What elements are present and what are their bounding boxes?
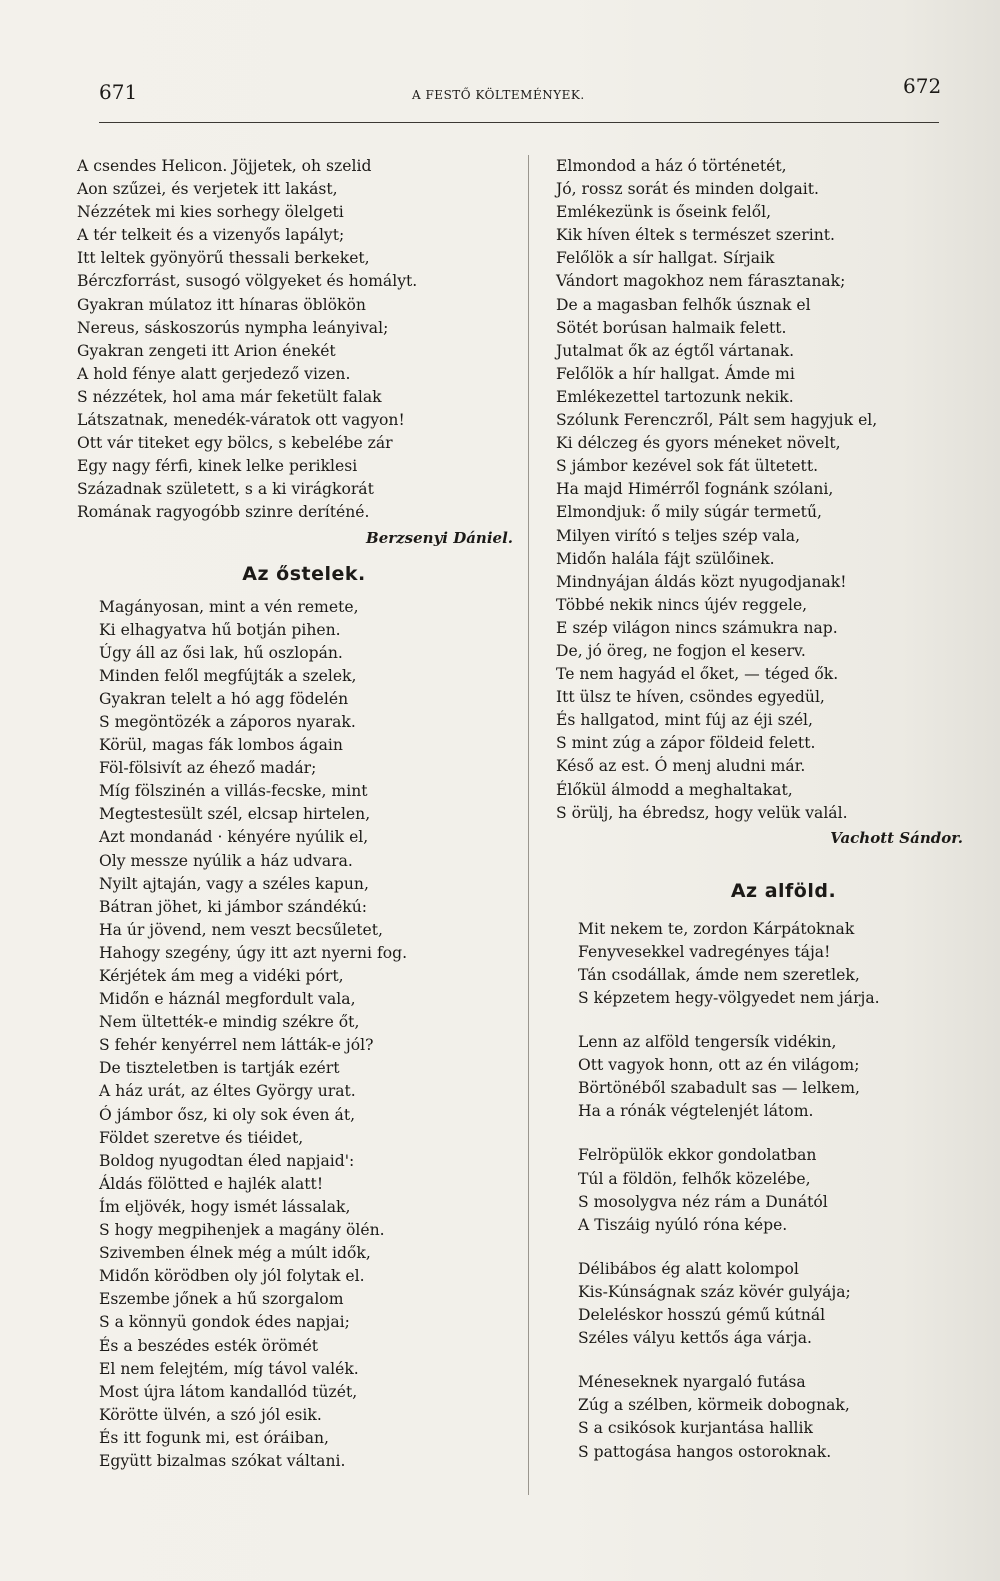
verse-line: Börtönéből szabadult sas — lelkem,: [578, 1079, 861, 1098]
page-header: [0, 74, 1000, 114]
verse-line: De tiszteletben is tartják ezért: [99, 1059, 340, 1078]
verse-line: De, jó öreg, ne fogjon el keserv.: [556, 641, 806, 660]
verse-line: Deleléskor hosszú gémű kútnál: [578, 1306, 826, 1325]
verse-line: Bátran jöhet, ki jámbor szándékú:: [99, 897, 368, 916]
verse-line: Gyakran múlatoz itt hínaras öblökön: [77, 295, 366, 314]
verse-line: Míg fölszinén a villás-fecske, mint: [99, 782, 368, 801]
verse-line: Itt ülsz te híven, csöndes egyedül,: [556, 688, 825, 707]
verse-line: Elmondjuk: ő mily súgár termetű,: [556, 503, 822, 522]
stanza-gap: [578, 1010, 951, 1031]
verse-line: Egy nagy férfi, kinek lelke periklesi: [77, 457, 358, 476]
verse-line: Délibábos ég alatt kolompol: [578, 1259, 799, 1278]
verse-line: Kis-Kúnságnak száz kövér gulyája;: [578, 1282, 851, 1301]
verse-line: Körül, magas fák lombos ágain: [99, 736, 343, 755]
verse-line: Nyilt ajtaján, vagy a széles kapun,: [99, 874, 369, 893]
verse-line: Mindnyájan áldás közt nyugodjanak!: [556, 572, 847, 591]
verse-line: Föl-fölsivít az éhező madár;: [99, 759, 317, 778]
verse-line: De a magasban felhők úsznak el: [556, 295, 811, 314]
verse-line: S hogy megpihenjek a magány ölén.: [99, 1221, 385, 1240]
verse-line: Kérjétek ám meg a vidéki pórt,: [99, 967, 344, 985]
verse-line: S nézzétek, hol ama már feketült falak: [77, 387, 382, 406]
verse-line: Ím eljövék, hogy ismét lássalak,: [99, 1197, 351, 1216]
verse-line: A hold fénye alatt gerjedező vizen.: [77, 364, 351, 383]
verse-line: Bérczforrást, susogó völgyeket és homályt.: [77, 272, 418, 291]
verse-line: Romának ragyogóbb szinre deríténé.: [77, 503, 370, 522]
verse-line: S mosolygva néz rám a Dunától: [578, 1192, 828, 1211]
verse-line: Nem ültették-e mindig székre őt,: [99, 1013, 360, 1032]
verse-line: Gyakran zengeti itt Arion énekét: [77, 341, 336, 360]
stanza: [578, 1031, 951, 1123]
verse-line: Nereus, sáskoszorús nympha leányival;: [77, 318, 389, 337]
verse-line: Eszembe jőnek a hű szorgalom: [99, 1290, 344, 1309]
verse-line: S jámbor kezével sok fát ültetett.: [556, 457, 819, 476]
verse-line: Magányosan, mint a vén remete,: [99, 597, 359, 616]
poem-az-alfold: [556, 918, 951, 1464]
verse-line: Késő az est. Ó menj aludni már.: [556, 757, 806, 776]
verse-line: Midőn halála fájt szülőinek.: [556, 549, 775, 568]
column-divider: [528, 155, 529, 1495]
poem-title-az-ostelek: Az őstelek.: [242, 562, 366, 585]
verse-line: Megtestesült szél, elcsap hirtelen,: [99, 805, 371, 824]
verse-line: Felőlök a hír hallgat. Ámde mi: [556, 364, 795, 383]
right-column: [556, 155, 963, 1464]
verse-line: Hahogy szegény, úgy itt azt nyerni fog.: [99, 943, 408, 962]
verse-line: Boldog nyugodtan éled napjaid':: [99, 1151, 355, 1170]
verse-line: Minden felől megfújták a szelek,: [99, 666, 357, 685]
verse-line: És a beszédes esték örömét: [99, 1336, 319, 1355]
verse-line: Ott vár titeket egy bölcs, s kebelébe zár: [77, 434, 393, 453]
poem-title-az-alfold: Az alföld.: [730, 879, 837, 902]
verse-line: A Tiszáig nyúló róna képe.: [578, 1215, 788, 1234]
stanza: [578, 918, 951, 1010]
poem-berzsenyi-fragment: [77, 155, 517, 525]
stanza-gap: [578, 1123, 951, 1144]
verse-line: Látszatnak, menedék-váratok ott vagyon!: [77, 411, 405, 430]
verse-line: Ki elhagyatva hű botján pihen.: [99, 620, 341, 639]
left-page-number: 671: [99, 80, 138, 104]
verse-line: Midőn e háznál megfordult vala,: [99, 990, 356, 1009]
verse-line: S a könnyü gondok édes napjai;: [99, 1313, 350, 1332]
verse-line: S pattogása hangos ostoroknak.: [578, 1442, 832, 1461]
verse-line: A tér telkeit és a vizenyős lapályt;: [77, 226, 345, 245]
verse-line: Ó jámbor ősz, ki oly sok éven át,: [99, 1105, 356, 1124]
verse-line: A csendes Helicon. Jöjjetek, oh szelid: [77, 157, 372, 175]
stanza: [578, 1144, 951, 1236]
verse-line: S fehér kenyérrel nem látták-e jól?: [99, 1036, 374, 1055]
verse-line: Nézzétek mi kies sorhegy ölelgeti: [77, 203, 344, 222]
verse-line: Oly messze nyúlik a ház udvara.: [99, 851, 353, 870]
verse-line: Együtt bizalmas szókat váltani.: [99, 1451, 346, 1470]
verse-line: Elmondod a ház ó történetét,: [556, 157, 787, 175]
header-rule: [99, 122, 939, 123]
verse-line: Sötét borúsan halmaik felett.: [556, 318, 787, 337]
verse-line: A ház urát, az éltes György urat.: [99, 1082, 356, 1101]
verse-line: Szivemben élnek még a múlt idők,: [99, 1244, 371, 1263]
verse-line: Jutalmat ők az égtől vártanak.: [556, 341, 795, 360]
verse-line: Élőkül álmodd a meghaltakat,: [556, 780, 793, 799]
verse-line: Milyen virító s teljes szép vala,: [556, 526, 801, 545]
verse-line: És hallgatod, mint fúj az éji szél,: [556, 711, 813, 730]
left-column: [77, 155, 517, 1473]
verse-line: Tán csodállak, ámde nem szeretlek,: [578, 965, 860, 984]
stanza-gap: [578, 1350, 951, 1371]
verse-line: Méneseknek nyargaló futása: [578, 1373, 806, 1392]
verse-line: Te nem hagyád el őket, — téged ők.: [556, 665, 839, 684]
running-title: A FESTŐ KÖLTEMÉNYEK.: [412, 88, 585, 102]
stanza-gap: [578, 1237, 951, 1258]
verse-line: Vándort magokhoz nem fárasztanak;: [556, 272, 846, 291]
verse-line: Azt mondanád · kényére nyúlik el,: [99, 828, 369, 847]
verse-line: Zúg a szélben, körmeik dobognak,: [578, 1396, 850, 1415]
stanza: [578, 1258, 951, 1350]
verse-line: És itt fogunk mi, est óráiban,: [99, 1428, 330, 1447]
poem-author-signature: Berzsenyi Dániel.: [366, 528, 513, 547]
verse-line: Jó, rossz sorát és minden dolgait.: [556, 180, 819, 199]
verse-line: Mit nekem te, zordon Kárpátoknak: [578, 919, 855, 938]
verse-line: Felröpülök ekkor gondolatban: [578, 1146, 817, 1165]
verse-line: Ha úr jövend, nem veszt becsűletet,: [99, 920, 383, 939]
verse-line: Aon szűzei, és verjetek itt lakást,: [77, 180, 338, 199]
verse-line: Lenn az alföld tengersík vidékin,: [578, 1033, 837, 1052]
verse-line: Túl a földön, felhők közelébe,: [578, 1169, 811, 1188]
verse-line: Midőn körödben oly jól folytak el.: [99, 1267, 365, 1286]
verse-line: Körötte ülvén, a szó jól esik.: [99, 1405, 322, 1424]
verse-line: Ha majd Himérről fognánk szólani,: [556, 480, 834, 499]
verse-line: Földet szeretve és tiéidet,: [99, 1128, 304, 1147]
poem-az-ostelek-continued: [556, 155, 951, 825]
verse-line: El nem felejtém, míg távol valék.: [99, 1359, 359, 1378]
verse-line: S mint zúg a zápor földeid felett.: [556, 734, 816, 753]
stanza: [578, 1371, 951, 1463]
verse-line: Most újra látom kandallód tüzét,: [99, 1382, 358, 1401]
verse-line: Többé nekik nincs újév reggele,: [556, 595, 808, 614]
verse-line: S örülj, ha ébredsz, hogy velük valál.: [556, 803, 848, 822]
verse-line: E szép világon nincs számukra nap.: [556, 618, 838, 637]
verse-line: Ott vagyok honn, ott az én világom;: [578, 1056, 860, 1075]
verse-line: Ha a rónák végtelenjét látom.: [578, 1102, 814, 1121]
right-page-number: 672: [903, 74, 942, 98]
verse-line: Fenyvesekkel vadregényes tája!: [578, 942, 831, 961]
verse-line: Felőlök a sír hallgat. Sírjaik: [556, 249, 775, 268]
verse-line: Századnak született, s a ki virágkorát: [77, 480, 374, 499]
poem-author-signature: Vachott Sándor.: [830, 828, 963, 847]
verse-line: S képzetem hegy-völgyedet nem járja.: [578, 989, 880, 1007]
verse-line: Itt leltek gyönyörű thessali berkeket,: [77, 249, 370, 268]
verse-line: S a csikósok kurjantása hallik: [578, 1419, 813, 1438]
verse-line: Szólunk Ferenczről, Pált sem hagyjuk el,: [556, 411, 878, 430]
poem-az-ostelek: [77, 596, 517, 1474]
verse-line: Úgy áll az ősi lak, hű oszlopán.: [99, 643, 343, 662]
verse-line: Emlékezettel tartozunk nekik.: [556, 387, 794, 406]
verse-line: Ki délczeg és gyors méneket növelt,: [556, 434, 841, 453]
verse-line: Áldás fölötted e hajlék alatt!: [99, 1174, 324, 1193]
verse-line: Emlékezünk is őseink felől,: [556, 203, 772, 222]
verse-line: Gyakran telelt a hó agg födelén: [99, 689, 349, 708]
verse-line: Széles vályu kettős ága várja.: [578, 1329, 812, 1348]
verse-line: Kik híven éltek s természet szerint.: [556, 226, 835, 245]
verse-line: S megöntözék a záporos nyarak.: [99, 712, 356, 731]
